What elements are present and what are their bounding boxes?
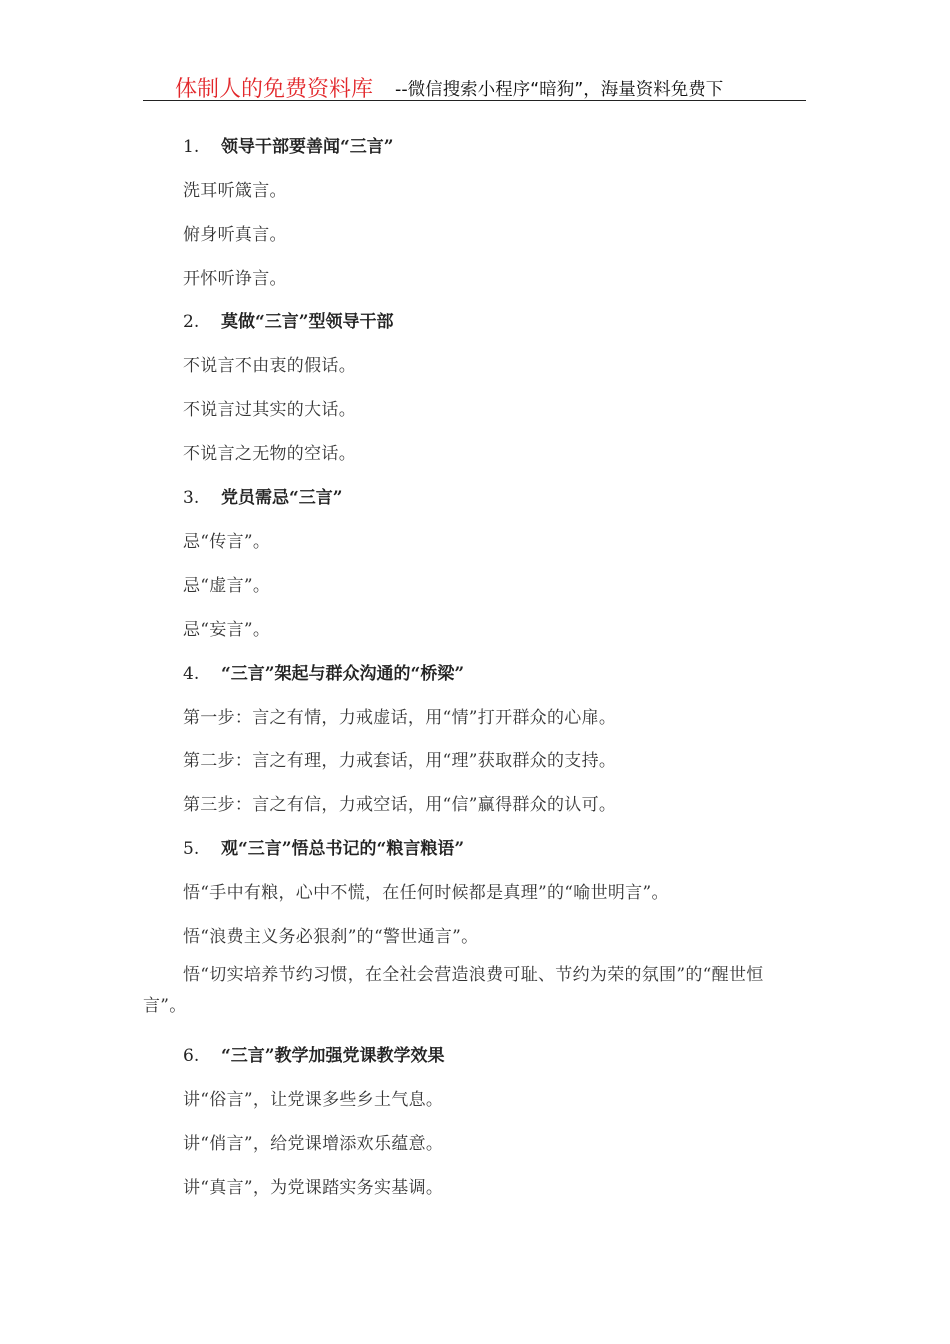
paragraph: 洗耳听箴言。 bbox=[183, 181, 287, 201]
paragraph: 忌“传言”。 bbox=[183, 532, 271, 552]
paragraph: 讲“俏言”，给党课增添欢乐蕴意。 bbox=[183, 1134, 444, 1154]
section-number: 5. bbox=[183, 839, 200, 859]
paragraph: 不说言过其实的大话。 bbox=[183, 400, 356, 420]
section-number: 2. bbox=[183, 312, 200, 332]
header-tagline: --微信搜索小程序“暗狗”，海量资料免费下 bbox=[395, 80, 724, 100]
paragraph: 悟“浪费主义务必狠刹”的“警世通言”。 bbox=[183, 927, 479, 947]
page-header bbox=[143, 70, 806, 101]
section-heading bbox=[183, 307, 394, 332]
section-heading bbox=[183, 483, 343, 508]
section-title: 莫做“三言”型领导干部 bbox=[221, 312, 394, 332]
section-title: “三言”教学加强党课教学效果 bbox=[221, 1046, 445, 1066]
section-title: 领导干部要善闻“三言” bbox=[221, 137, 394, 157]
paragraph-wrapped: 悟“切实培养节约习惯，在全社会营造浪费可耻、节约为荣的氛围”的“醒世恒言”。 bbox=[143, 965, 764, 1016]
paragraph: 忌“妄言”。 bbox=[183, 620, 271, 640]
section-title: 党员需忌“三言” bbox=[221, 488, 343, 508]
section-heading bbox=[183, 1041, 445, 1066]
paragraph: 忌“虚言”。 bbox=[183, 576, 271, 596]
paragraph: 讲“俗言”，让党课多些乡土气息。 bbox=[183, 1090, 444, 1110]
section-title: 观“三言”悟总书记的“粮言粮语” bbox=[221, 839, 465, 859]
section-number: 6. bbox=[183, 1046, 200, 1066]
paragraph: 第三步：言之有信，力戒空话，用“信”赢得群众的认可。 bbox=[183, 795, 617, 815]
paragraph: 不说言不由衷的假话。 bbox=[183, 356, 356, 376]
paragraph: 俯身听真言。 bbox=[183, 225, 287, 245]
paragraph: 第一步：言之有情，力戒虚话，用“情”打开群众的心扉。 bbox=[183, 708, 617, 728]
paragraph: 开怀听诤言。 bbox=[183, 269, 287, 289]
section-heading bbox=[183, 659, 464, 684]
paragraph: 不说言之无物的空话。 bbox=[183, 444, 356, 464]
paragraph: 第二步：言之有理，力戒套话，用“理”获取群众的支持。 bbox=[183, 751, 617, 771]
section-heading bbox=[183, 834, 464, 859]
brand-title: 体制人的免费资料库 bbox=[175, 77, 374, 102]
section-number: 3. bbox=[183, 488, 200, 508]
section-number: 1. bbox=[183, 137, 200, 157]
paragraph: 讲“真言”，为党课踏实务实基调。 bbox=[183, 1178, 444, 1198]
section-title: “三言”架起与群众沟通的“桥梁” bbox=[221, 664, 465, 684]
section-heading bbox=[183, 132, 394, 157]
paragraph: 悟“手中有粮，心中不慌，在任何时候都是真理”的“喻世明言”。 bbox=[183, 883, 669, 903]
section-number: 4. bbox=[183, 664, 200, 684]
